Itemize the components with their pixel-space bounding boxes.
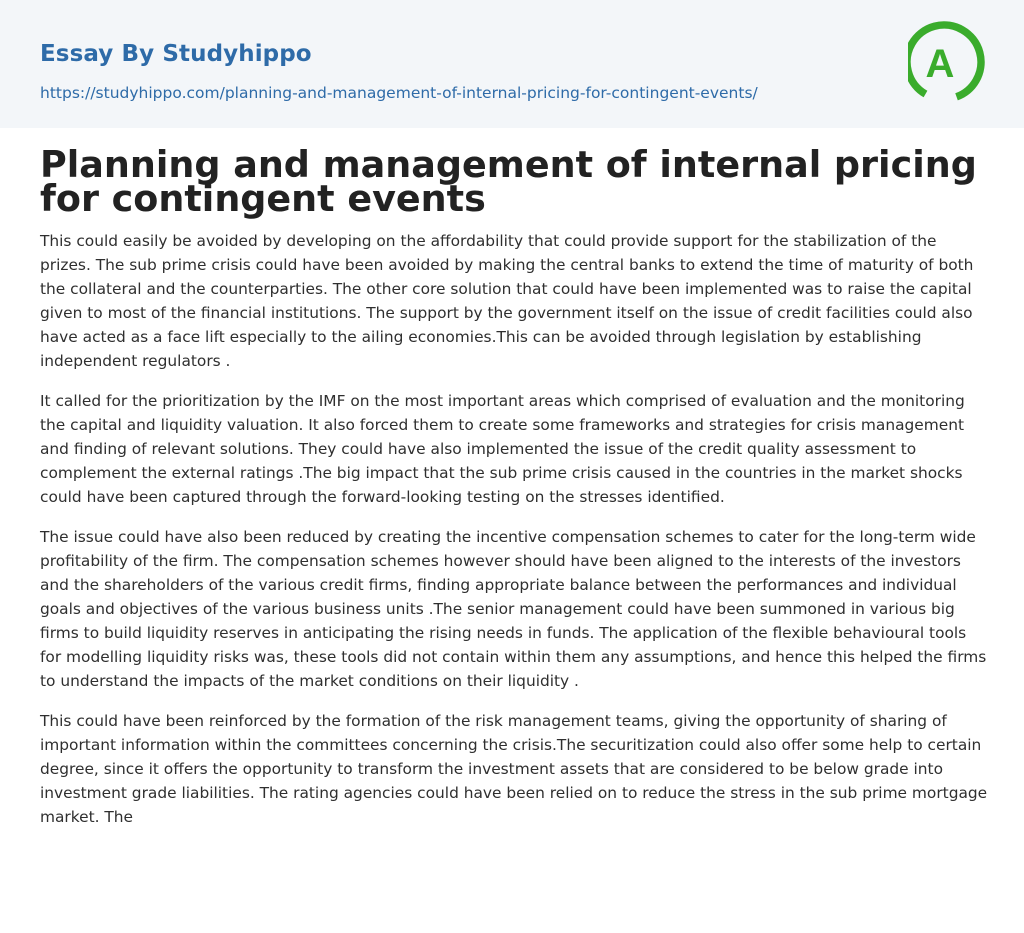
grade-a-logo-icon[interactable]	[908, 18, 988, 106]
logo-letter: A	[925, 42, 955, 86]
article-paragraph-2: It called for the prioritization by the IMF on the most important areas which comprised of evaluation and the monitoring the capital and liquidity valuation. It also forced them to create some frameworks and strategies for crisis management and finding of relevant solutions. They could have also implemented the issue of the credit quality assessment to complement the external ratings .The big impact that the sub prime crisis caused in the countries in the market shocks could have been captured through the forward-looking testing on the stresses identified.	[40, 392, 965, 506]
brand-name[interactable]: Essay By Studyhippo	[40, 41, 312, 67]
article-paragraph-3: The issue could have also been reduced by creating the incentive compensation schemes to cater for the long-term wide profitability of the firm. The compensation schemes however should have been aligned to the interests of the investors and the shareholders of the various credit firms, finding appropriate balance between the performances and individual goals and objectives of the various business units .The senior management could have been summoned in various big firms to build liquidity reserves in anticipating the rising needs in funds. The application of the flexible behavioural tools for modelling liquidity risks was, these tools did not contain within them any assumptions, and hence this helped the firms to understand the impacts of the market conditions on their liquidity .	[40, 528, 987, 690]
article-url-link[interactable]: https://studyhippo.com/planning-and-management-of-internal-pricing-for-contingent-events/	[40, 84, 758, 102]
article-title: Planning and management of internal pricing for contingent events	[40, 143, 977, 220]
article-paragraph-4: This could have been reinforced by the formation of the risk management teams, giving the opportunity of sharing of important information within the committees concerning the crisis.The securitization could also offer some help to certain degree, since it offers the opportunity to transform the investment assets that are considered to be below grade into investment grade liabilities. The rating agencies could have been relied on to reduce the stress in the sub prime mortgage market. The	[40, 712, 988, 826]
article-paragraph-1: This could easily be avoided by developing on the affordability that could provide support for the stabilization of the prizes. The sub prime crisis could have been avoided by making the central banks to extend the time of maturity of both the collateral and the counterparties. The other core solution that could have been implemented was to raise the capital given to most of the financial institutions. The support by the government itself on the issue of credit facilities could also have acted as a face lift especially to the ailing economies.This can be avoided through legislation by establishing independent regulators .	[40, 232, 974, 370]
article-body	[40, 229, 988, 845]
site-header	[0, 0, 1024, 128]
